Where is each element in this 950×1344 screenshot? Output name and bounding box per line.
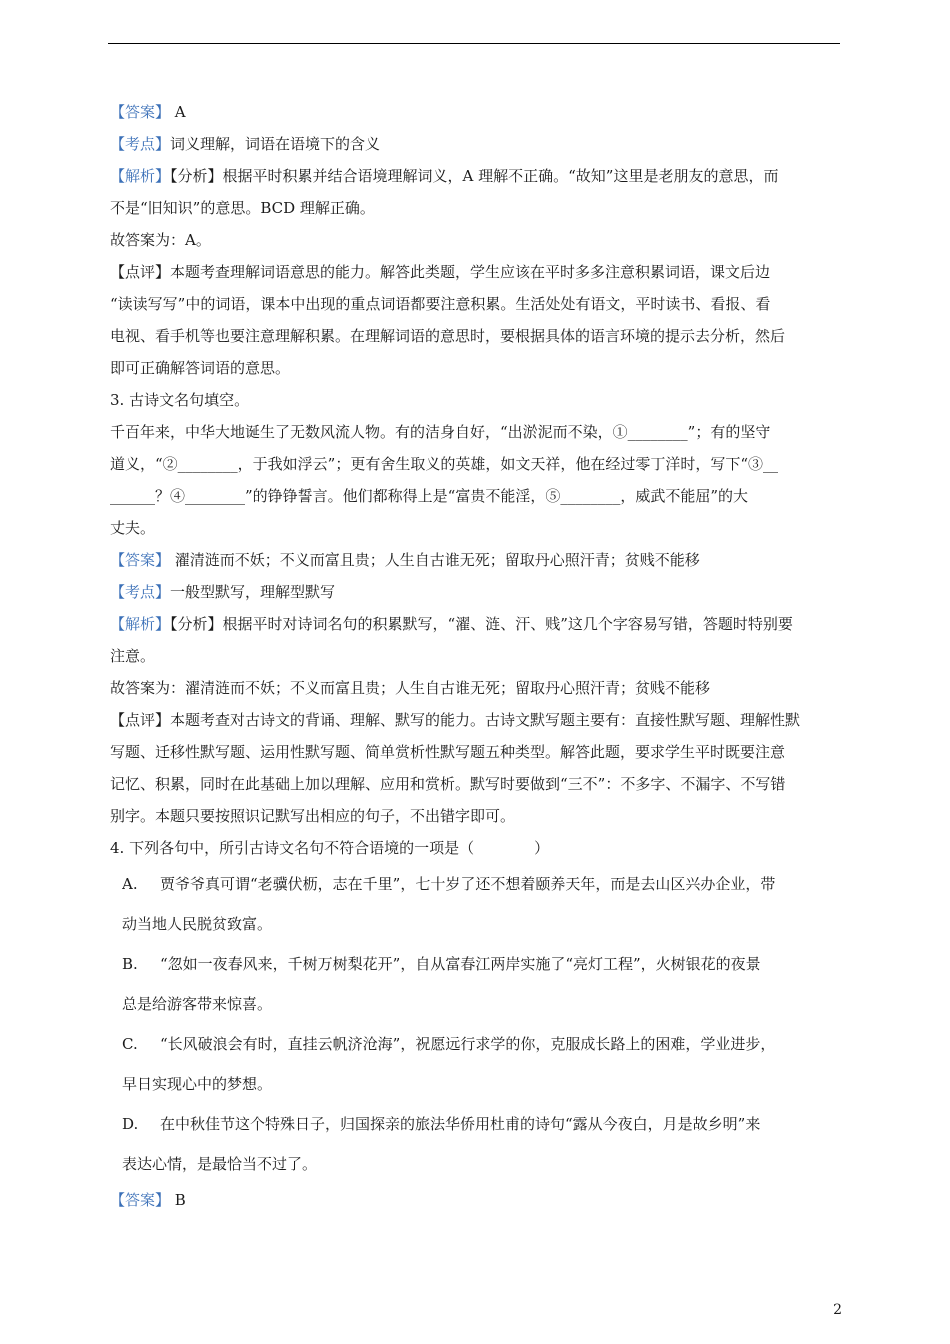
- q4-option-c: C. “长风破浪会有时，直挂云帆济沧海”，祝愿远行求学的你，克服成长路上的困难，学业进步， 早日实现心中的梦想。: [110, 1024, 842, 1104]
- jiexi-tag: 【解析】: [110, 167, 171, 185]
- q3-body-4: 丈夫。: [110, 519, 156, 537]
- q4-option-d: D. 在中秋佳节这个特殊日子，归国探亲的旅法华侨用杜甫的诗句“露从今夜白，月是故乡明”来 表达心情，是最恰当不过了。: [110, 1104, 842, 1184]
- kaodian-tag: 【考点】: [110, 583, 171, 601]
- answer-tag: 【答案】: [110, 551, 171, 569]
- dianping-tag: 【点评】: [110, 263, 171, 281]
- q3-title: 3. 古诗文名句填空。: [110, 391, 250, 409]
- page-number: 2: [833, 1302, 842, 1318]
- q3-body-1: 千百年来，中华大地诞生了无数风流人物。有的洁身自好，“出淤泥而不染，①________”；有的坚守: [110, 423, 771, 441]
- option-letter: B.: [122, 955, 138, 973]
- header-rule: [108, 43, 840, 44]
- q2-answer: 【答案】 A: [110, 103, 186, 121]
- q3-dianping-3: 记忆、积累，同时在此基础上加以理解、应用和赏析。默写时要做到“三不”：不多字、不漏字、不写错: [110, 775, 786, 793]
- q3-body-2: 道义，“②________，于我如浮云”；更有舍生取义的英雄，如文天祥，他在经过零丁洋时，写下“③__: [110, 455, 779, 473]
- q3-conclusion: 故答案为：濯清涟而不妖；不义而富且贵；人生自古谁无死；留取丹心照汗青；贫贱不能移: [110, 679, 711, 697]
- option-letter: A.: [122, 875, 138, 893]
- q3-kaodian: 【考点】一般型默写，理解型默写: [110, 583, 336, 601]
- q3-body-3: ______？④________”的铮铮誓言。他们都称得上是“富贵不能淫，⑤________，威武不能屈”的大: [110, 487, 749, 505]
- q2-conclusion: 故答案为：A。: [110, 231, 211, 249]
- q2-jiexi-cont: 不是“旧知识”的意思。BCD 理解正确。: [110, 199, 375, 217]
- q2-dianping-3: 电视、看手机等也要注意理解积累。在理解词语的意思时，要根据具体的语言环境的提示去分析，然后: [110, 327, 786, 345]
- jiexi-tag: 【解析】: [110, 615, 171, 633]
- answer-tag: 【答案】: [110, 1191, 171, 1209]
- option-letter: D.: [122, 1115, 139, 1133]
- answer-tag: 【答案】: [110, 103, 171, 121]
- q2-dianping-4: 即可正确解答词语的意思。: [110, 359, 291, 377]
- q4-option-b: B. “忽如一夜春风来，千树万树梨花开”，自从富春江两岸实施了“亮灯工程”，火树银花的夜景 总是给游客带来惊喜。: [110, 944, 842, 1024]
- option-letter: C.: [122, 1035, 138, 1053]
- q2-kaodian: 【考点】词义理解，词语在语境下的含义: [110, 135, 381, 153]
- q3-dianping-4: 别字。本题只要按照识记默写出相应的句子，不出错字即可。: [110, 807, 516, 825]
- q3-jiexi-cont: 注意。: [110, 647, 156, 665]
- q4-title: 4. 下列各句中，所引古诗文名句不符合语境的一项是（ ）: [110, 839, 550, 857]
- q3-dianping-2: 写题、迁移性默写题、运用性默写题、简单赏析性默写题五种类型。解答此题，要求学生平时既要注意: [110, 743, 786, 761]
- page-content: [110, 96, 842, 1216]
- dianping-tag: 【点评】: [110, 711, 171, 729]
- q4-option-a: A. 贾爷爷真可谓“老骥伏枥，志在千里”，七十岁了还不想着颐养天年，而是去山区兴办企业，带 动当地人民脱贫致富。: [110, 864, 842, 944]
- kaodian-tag: 【考点】: [110, 135, 171, 153]
- q4-answer: 【答案】 B: [110, 1191, 186, 1209]
- q3-jiexi: 【解析】【分析】根据平时对诗词名句的积累默写，“濯、涟、汗、贱”这几个字容易写错，答题时特别要: [110, 615, 793, 633]
- q2-dianping: 【点评】本题考查理解词语意思的能力。解答此类题，学生应该在平时多多注意积累词语，课文后边: [110, 263, 771, 281]
- q2-jiexi: 【解析】【分析】根据平时积累并结合语境理解词义，A 理解不正确。“故知”这里是老朋友的意思，而: [110, 167, 779, 185]
- q2-dianping-2: “读读写写”中的词语，课本中出现的重点词语都要注意积累。生活处处有语文，平时读书、看报、看: [110, 295, 771, 313]
- q3-dianping: 【点评】本题考查对古诗文的背诵、理解、默写的能力。古诗文默写题主要有：直接性默写题、理解性默: [110, 711, 801, 729]
- q3-answer: 【答案】 濯清涟而不妖；不义而富且贵；人生自古谁无死；留取丹心照汗青；贫贱不能移: [110, 551, 700, 569]
